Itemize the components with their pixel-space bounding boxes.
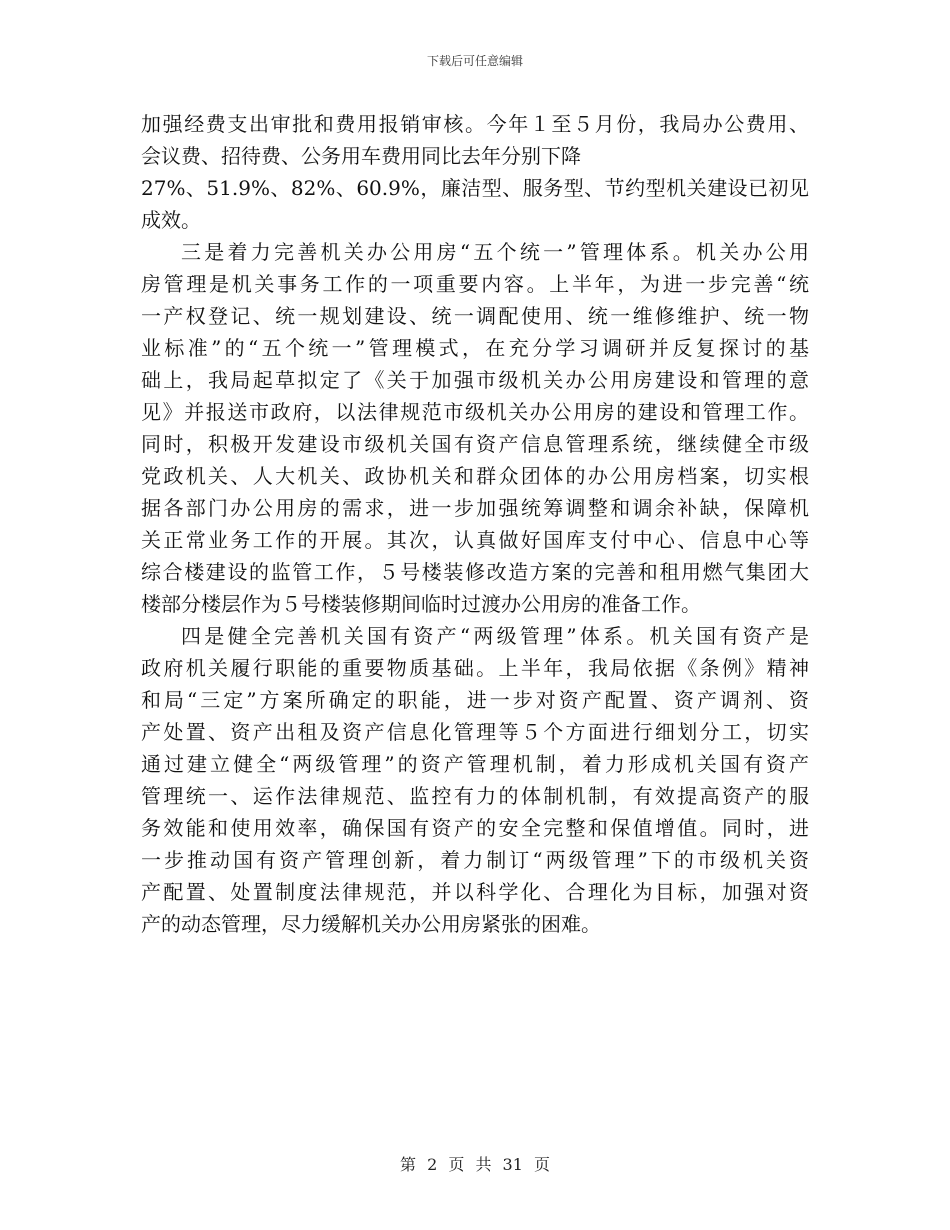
- text-line: 一产权登记、统一规划建设、统一调配使用、统一维修维护、统一物: [141, 304, 809, 328]
- text-line: 务效能和使用效率，确保国有资产的安全完整和保值增值。同时，进: [141, 816, 809, 840]
- text-line: 础上，我局起草拟定了《关于加强市级机关办公用房建设和管理的意: [141, 368, 809, 392]
- text-line: 加强经费支出审批和费用报销审核。今年１至５月份，我局办公费用、: [141, 112, 809, 136]
- text-line: 据各部门办公用房的需求，进一步加强统筹调整和调余补缺，保障机: [141, 496, 809, 520]
- text-line: 产处置、资产出租及资产信息化管理等５个方面进行细划分工，切实: [141, 720, 809, 744]
- page-number-footer: 第 2 页 共 31 页: [400, 1155, 550, 1174]
- text-line: 27%、51.9%、82%、60.9%，廉洁型、服务型、节约型机关建设已初见: [141, 176, 809, 200]
- text-line: 见》并报送市政府，以法律规范市级机关办公用房的建设和管理工作。: [141, 400, 809, 424]
- text-line: 一步推动国有资产管理创新，着力制订“两级管理”下的市级机关资: [141, 848, 809, 872]
- text-line: 楼部分楼层作为５号楼装修期间临时过渡办公用房的准备工作。: [141, 592, 701, 616]
- text-line: 会议费、招待费、公务用车费用同比去年分别下降: [141, 144, 581, 168]
- text-line: 房管理是机关事务工作的一项重要内容。上半年，为进一步完善“统: [141, 272, 809, 296]
- text-line: 和局“三定”方案所确定的职能，进一步对资产配置、资产调剂、资: [141, 688, 809, 712]
- text-line: 关正常业务工作的开展。其次，认真做好国库支付中心、信息中心等: [141, 528, 809, 552]
- document-body: [141, 108, 809, 940]
- text-line: 通过建立健全“两级管理”的资产管理机制，着力形成机关国有资产: [141, 752, 809, 776]
- paragraph-start-line: 四是健全完善机关国有资产“两级管理”体系。机关国有资产是: [181, 624, 809, 648]
- text-line: 党政机关、人大机关、政协机关和群众团体的办公用房档案，切实根: [141, 464, 809, 488]
- text-line: 政府机关履行职能的重要物质基础。上半年，我局依据《条例》精神: [141, 656, 809, 680]
- page-header: 下载后可任意编辑: [426, 54, 523, 68]
- text-line: 业标准”的“五个统一”管理模式，在充分学习调研并反复探讨的基: [141, 336, 809, 360]
- text-line: 产的动态管理，尽力缓解机关办公用房紧张的困难。: [141, 912, 601, 936]
- text-line: 管理统一、运作法律规范、监控有力的体制机制，有效提高资产的服: [141, 784, 809, 808]
- text-line: 产配置、处置制度法律规范，并以科学化、合理化为目标，加强对资: [141, 880, 809, 904]
- text-line: 成效。: [141, 208, 201, 232]
- paragraph-start-line: 三是着力完善机关办公用房“五个统一”管理体系。机关办公用: [181, 240, 809, 264]
- text-line: 综合楼建设的监管工作，５号楼装修改造方案的完善和租用燃气集团大: [141, 560, 809, 584]
- text-line: 同时，积极开发建设市级机关国有资产信息管理系统，继续健全市级: [141, 432, 809, 456]
